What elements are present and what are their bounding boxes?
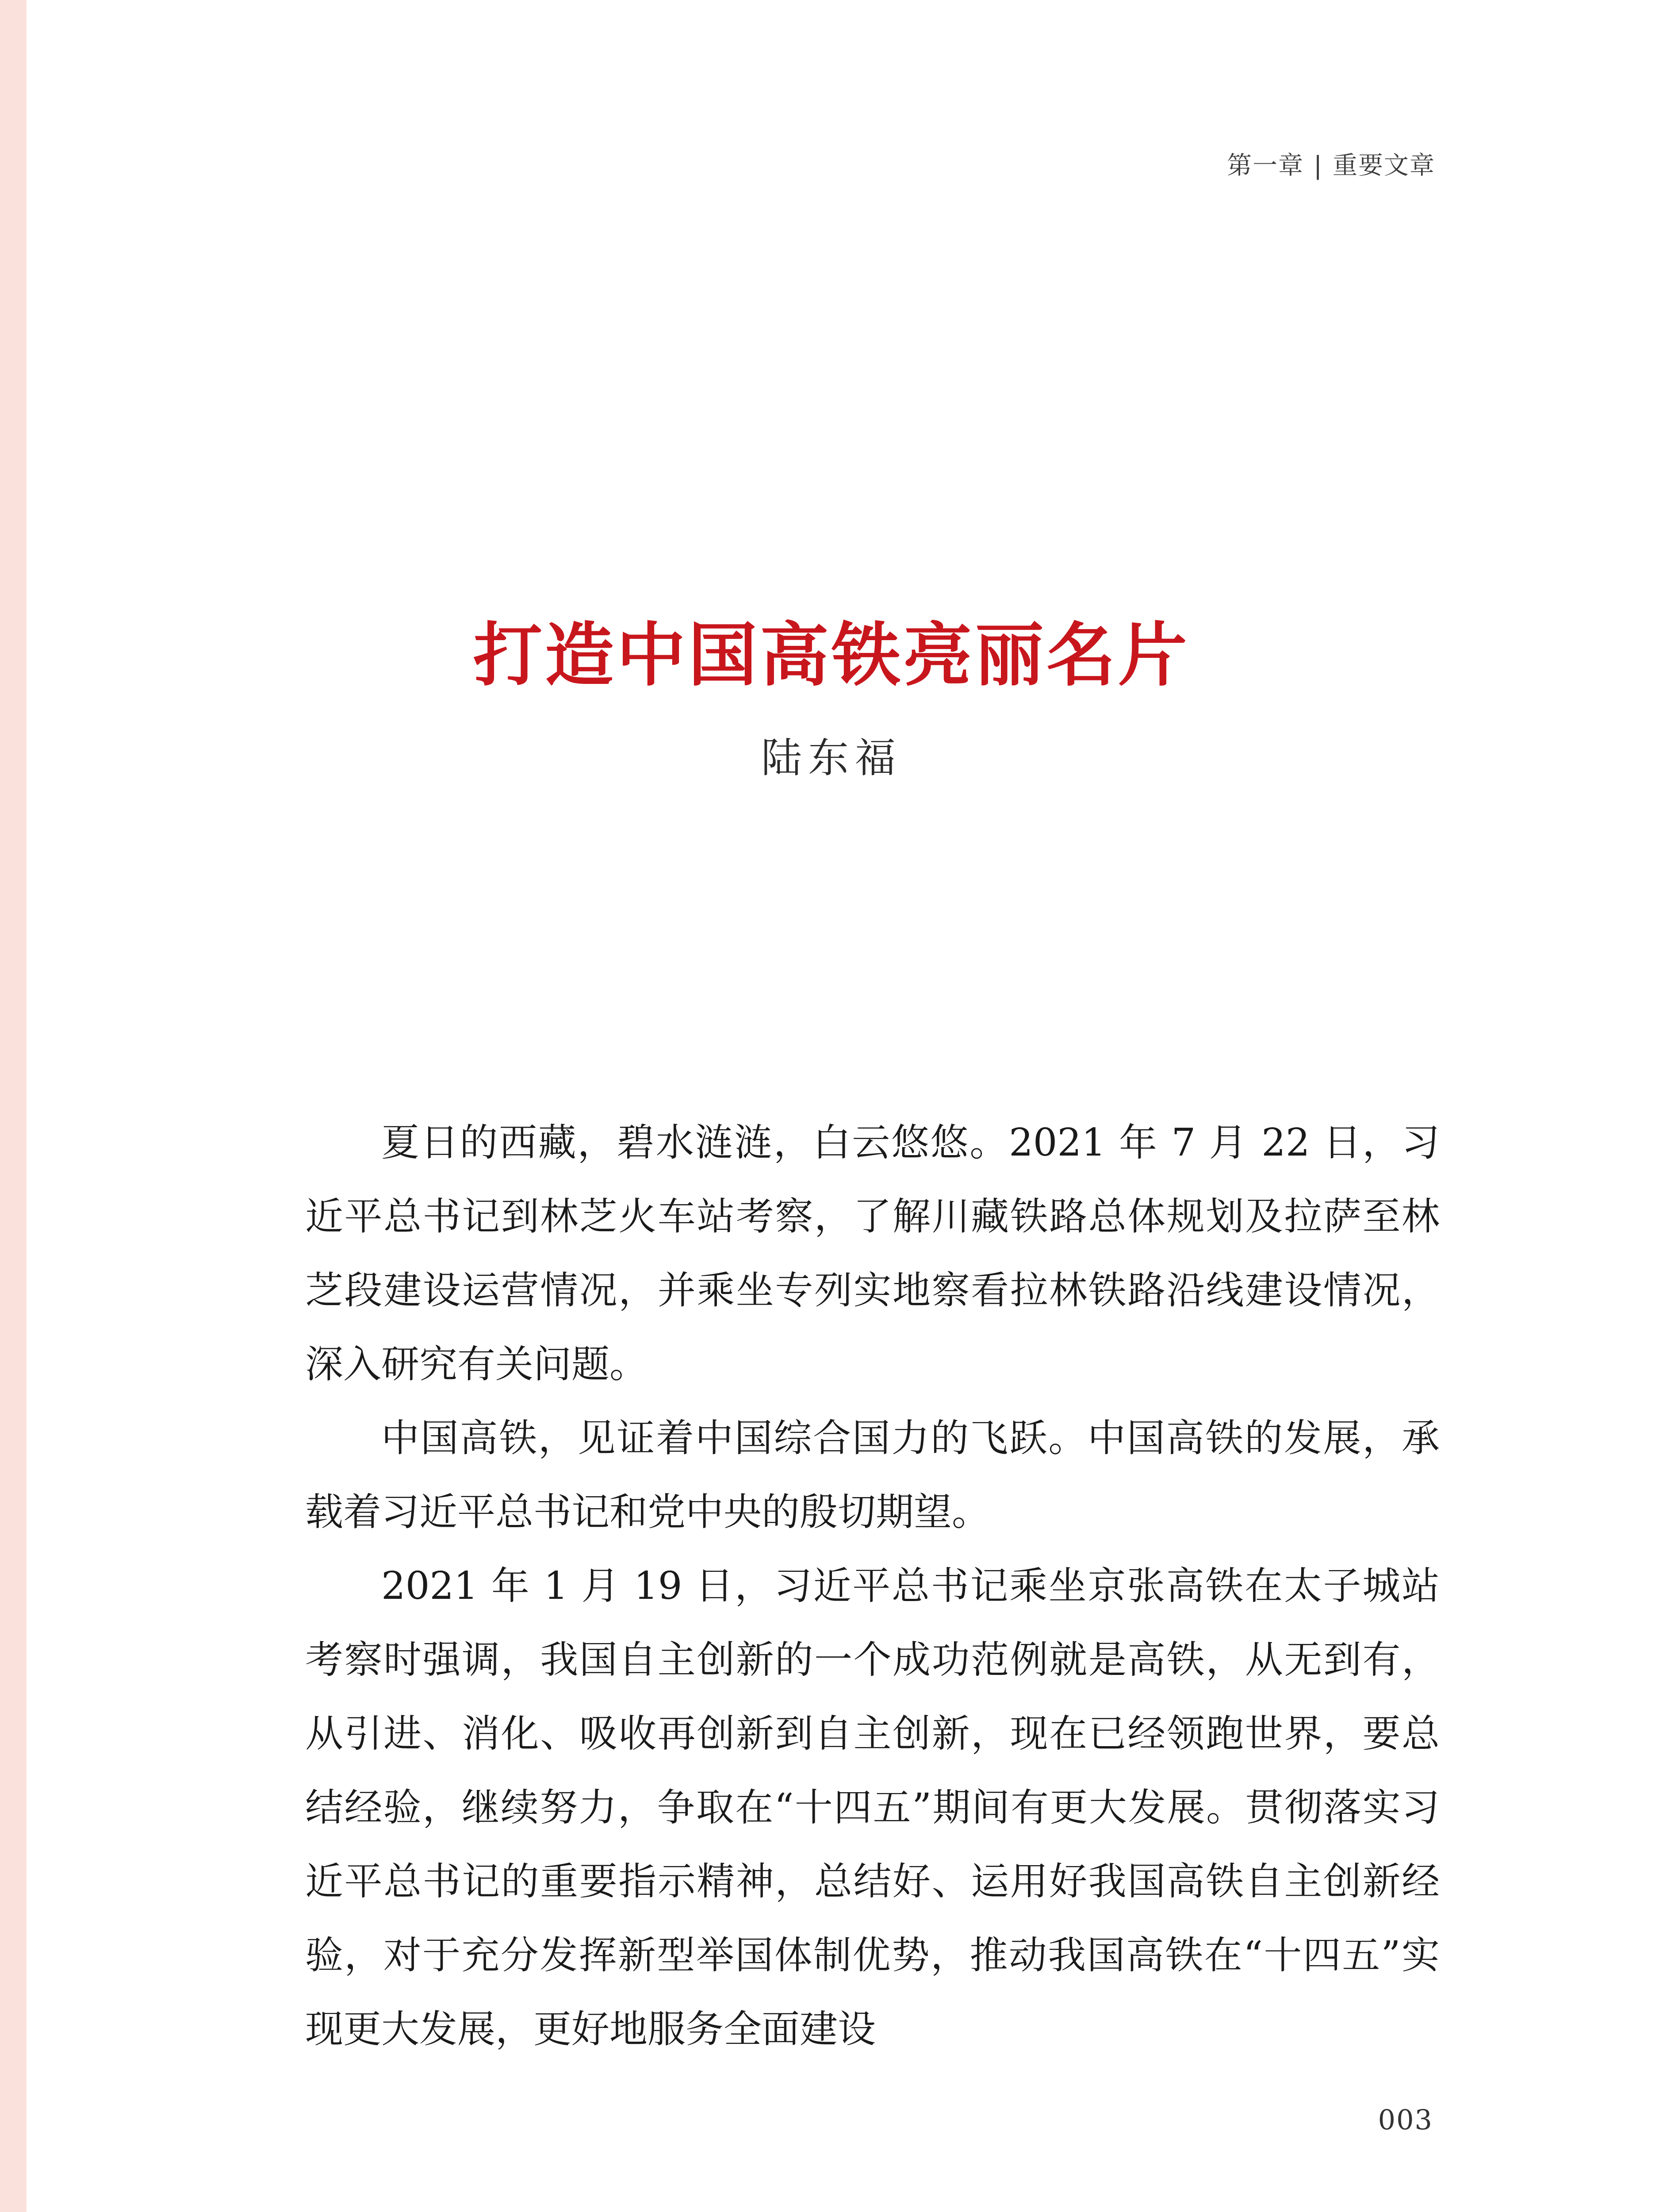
chapter-label: 第一章 bbox=[1227, 151, 1304, 180]
page-edge-strip bbox=[0, 0, 27, 2212]
article-title: 打造中国高铁亮丽名片 bbox=[473, 614, 1190, 695]
article-author: 陆东福 bbox=[761, 734, 902, 782]
page-number: 003 bbox=[1378, 2104, 1433, 2136]
paragraph: 2021 年 1 月 19 日，习近平总书记乘坐京张高铁在太子城站考察时强调，我国自主创新的一个成功范例就是高铁，从无到有，从引进、消化、吸收再创新到自主创新，现在已经领跑世界，要总结经验，继续努力，争取在“十四五”期间有更大发展。贯彻落实习近平总书记的重要指示精神，总结好、运用好我国高铁自主创新经验，对于充分发挥新型举国体制优势，推动我国高铁在“十四五”实现更大发展，更好地服务全面建设 bbox=[305, 1564, 1440, 2051]
section-label: 重要文章 bbox=[1333, 151, 1435, 180]
article-body bbox=[305, 1106, 1440, 2066]
header-separator: | bbox=[1314, 151, 1323, 180]
running-header bbox=[1227, 146, 1435, 181]
paragraph: 中国高铁，见证着中国综合国力的飞跃。中国高铁的发展，承载着习近平总书记和党中央的殷切期望。 bbox=[305, 1416, 1440, 1534]
paragraph: 夏日的西藏，碧水涟涟，白云悠悠。2021 年 7 月 22 日，习近平总书记到林芝火车站考察，了解川藏铁路总体规划及拉萨至林芝段建设运营情况，并乘坐专列实地察看拉林铁路沿线建设情况，深入研究有关问题。 bbox=[305, 1121, 1440, 1386]
